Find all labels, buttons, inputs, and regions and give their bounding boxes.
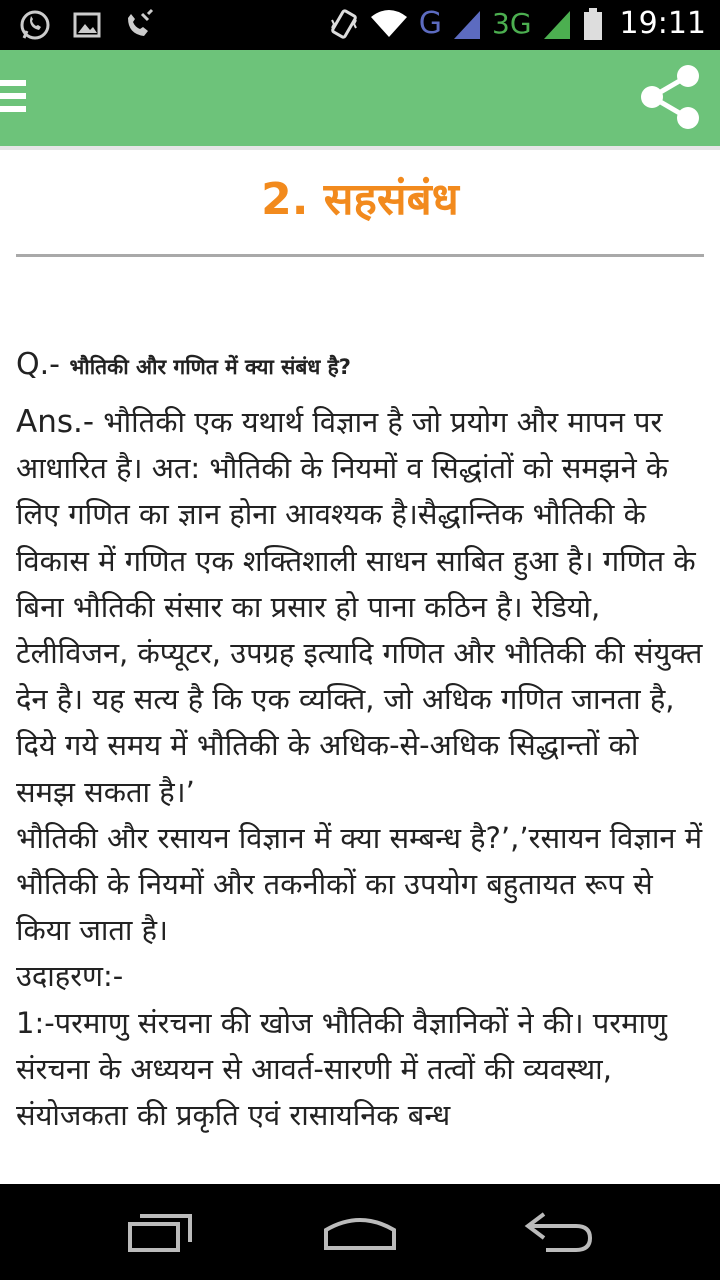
status-clock: 19:11	[619, 6, 706, 41]
page-title: 2. सहसंबंध	[261, 174, 459, 225]
whatsapp-icon	[18, 8, 52, 42]
battery-icon	[582, 7, 604, 41]
menu-icon[interactable]	[0, 80, 30, 120]
question	[16, 343, 704, 389]
answer	[16, 399, 704, 1138]
signal-strength-2-icon	[542, 7, 572, 41]
answer-paragraph-4: 1:-परमाणु संरचना की खोज भौतिकी वैज्ञानिकों ने की। परमाणु संरचना के अध्ययन से आवर्त-सारणी में तत्वों की व्यवस्था, संयोजकता की प्रकृति एवं रासायनिक बन्ध	[16, 1005, 667, 1133]
navigation-bar	[0, 1184, 720, 1280]
back-icon[interactable]	[522, 1208, 602, 1258]
home-icon[interactable]	[320, 1208, 400, 1258]
share-icon[interactable]	[636, 60, 706, 134]
status-bar	[0, 0, 720, 50]
vibrate-icon	[329, 6, 359, 42]
article-body	[0, 343, 720, 1138]
title-divider	[16, 254, 704, 257]
missed-call-icon	[122, 8, 156, 42]
wifi-icon	[369, 7, 409, 41]
answer-paragraph-3: उदाहरण:-	[16, 959, 124, 994]
gallery-icon	[72, 8, 102, 42]
answer-paragraph-2: भौतिकी और रसायन विज्ञान में क्या सम्बन्ध है?’,’रसायन विज्ञान में भौतिकी के नियमों और तकनीकों का उपयोग बहुतायत रूप से किया जाता है।	[16, 820, 703, 948]
signal-strength-icon	[452, 7, 482, 41]
answer-paragraph-1	[16, 399, 704, 815]
question-prefix: Q.-	[16, 347, 60, 382]
article-content[interactable]	[0, 146, 720, 1184]
network-g-label: G	[418, 6, 443, 41]
question-text: भौतिकी और गणित में क्या संबंध है?	[69, 355, 351, 379]
recents-icon[interactable]	[124, 1208, 204, 1258]
app-bar	[0, 50, 720, 146]
answer-text-1: भौतिकी एक यथार्थ विज्ञान है जो प्रयोग और मापन पर आधारित है। अत: भौतिकी के नियमों व सिद्धांतों को समझने के लिए गणित का ज्ञान होना आवश्यक है।सैद्धान्तिक भौतिकी के विकास में गणित एक शक्तिशाली साधन साबित हुआ है। गणित के बिना भौतिकी संसार का प्रसार हो पाना कठिन है। रेडियो, टेलीविजन, कंप्यूटर, उपग्रह इत्यादि गणित और भौतिकी की संयुक्त देन है। यह सत्य है कि एक व्यक्ति, जो अधिक गणित जानता है, दिये गये समय में भौतिकी के अधिक-से-अधिक सिद्धान्तों को समझ सकता है।’	[16, 405, 703, 809]
answer-prefix: Ans.-	[16, 404, 95, 440]
network-3g-label: 3G	[492, 7, 532, 40]
